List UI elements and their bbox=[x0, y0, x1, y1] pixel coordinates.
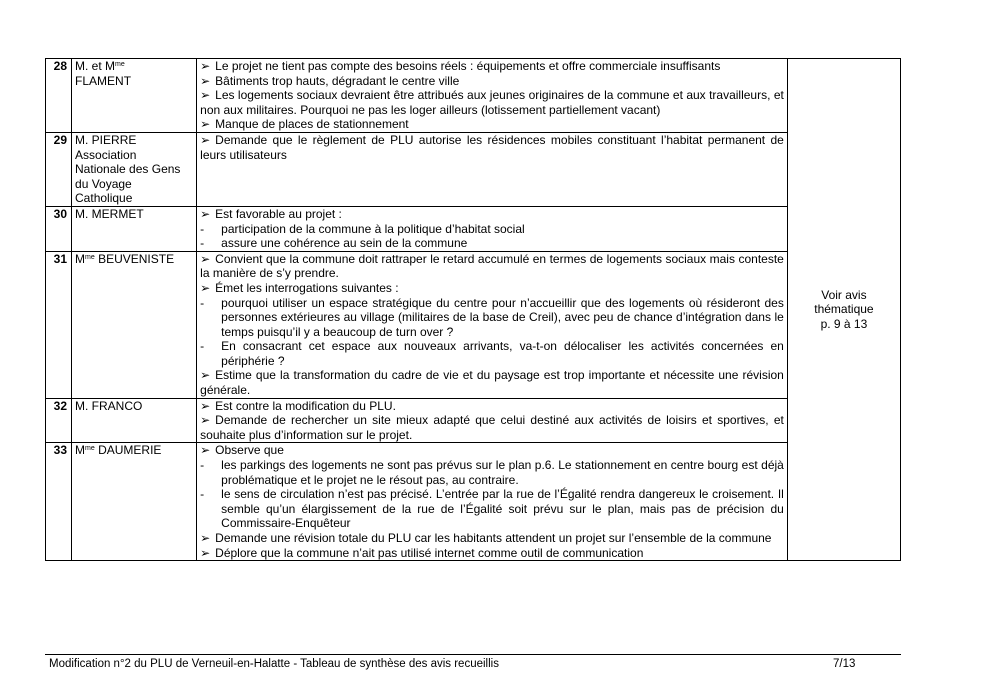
arrow-bullet-item bbox=[200, 207, 784, 222]
arrow-bullet-icon: ➢ bbox=[200, 117, 211, 132]
arrow-bullet-item bbox=[200, 252, 784, 281]
observation-text: Demande que le règlement de PLU autorise les résidences mobiles constituant l’habitat permanent de leurs utilisateurs bbox=[200, 132, 784, 162]
table-row bbox=[46, 443, 901, 561]
observation-text: les parkings des logements ne sont pas prévus sur le plan p.6. Le stationnement en centre bourg est déjà problématique et le projet ne le résout pas, au contraire. bbox=[221, 458, 784, 487]
name-line bbox=[75, 148, 193, 163]
arrow-bullet-icon: ➢ bbox=[200, 73, 211, 88]
dash-item bbox=[200, 296, 784, 340]
name-text: M. MERMET bbox=[75, 206, 144, 221]
arrow-bullet-item bbox=[200, 413, 784, 442]
observation-text: Demande de rechercher un site mieux adapté que celui destiné aux activités de loisirs et sportives, et souhaite plus d’information sur le projet. bbox=[200, 413, 784, 442]
name-text: M. et M bbox=[75, 59, 116, 73]
name-text: M. FRANCO bbox=[75, 398, 143, 413]
name-line bbox=[75, 74, 193, 89]
arrow-bullet-icon: ➢ bbox=[200, 443, 211, 458]
arrow-bullet-item bbox=[200, 531, 784, 546]
observation-text: pourquoi utiliser un espace stratégique du centre pour n’accueillir que des logements où résideront des personnes extérieures au village (militaires de la base de Creil), avec peu de chance d’intégration dans le temps puisqu’il y a beaucoup de turn over ? bbox=[221, 295, 784, 339]
avis-reference-line: thématique bbox=[814, 302, 874, 317]
name-text: DAUMERIE bbox=[94, 443, 162, 458]
avis-reference-line: Voir avis bbox=[821, 287, 867, 302]
observation-text: Est contre la modification du PLU. bbox=[215, 398, 396, 413]
name-line bbox=[75, 59, 193, 74]
observation-text: Les logements sociaux devraient être attribués aux jeunes originaires de la commune et aux travailleurs, et non aux militaires. Pourquoi ne pas les loger ailleurs (lotissement partiellement vacant) bbox=[200, 88, 784, 117]
arrow-bullet-item bbox=[200, 281, 784, 296]
arrow-bullet-icon: ➢ bbox=[200, 132, 211, 147]
dash-item bbox=[200, 222, 784, 237]
name-text: Nationale des Gens bbox=[75, 162, 181, 177]
dash-item bbox=[200, 236, 784, 251]
arrow-bullet-icon: ➢ bbox=[200, 59, 211, 73]
observation-text: Demande une révision totale du PLU car les habitants attendent un projet sur l’ensemble de la commune bbox=[215, 531, 772, 545]
row-number: 29 bbox=[46, 132, 72, 206]
observation-text: le sens de circulation n’est pas précisé. L’entrée par la rue de l’Égalité rendra dangereux le croisement. Il semble qu’un élargissement de la rue de l’Égalité soit prévu sur le plan, mais pas de précision du Commissaire-Enquêteur bbox=[221, 487, 784, 531]
arrow-bullet-icon: ➢ bbox=[200, 251, 211, 266]
observation-text: Convient que la commune doit rattraper le retard accumulé en termes de logements sociaux mais conteste la manière de s’y prendre. bbox=[200, 251, 784, 281]
observation-text: Est favorable au projet : bbox=[215, 206, 342, 221]
table-row bbox=[46, 206, 901, 251]
footer-title: Modification n°2 du PLU de Verneuil-en-Halatte - Tableau de synthèse des avis recueillis bbox=[49, 658, 499, 670]
row-number: 30 bbox=[46, 206, 72, 251]
contributor-name bbox=[72, 206, 197, 251]
contributor-name bbox=[72, 443, 197, 561]
dash-bullet-icon: - bbox=[200, 221, 205, 236]
dash-bullet-icon: - bbox=[200, 236, 205, 251]
name-text: Association bbox=[75, 147, 137, 162]
avis-reference-cell bbox=[787, 59, 900, 561]
table-row bbox=[46, 59, 901, 133]
dash-bullet-icon: - bbox=[200, 458, 205, 473]
observation-text: En consacrant cet espace aux nouveaux arrivants, va-t-on délocaliser les activités concernées en périphérie ? bbox=[221, 339, 784, 368]
arrow-bullet-item bbox=[200, 546, 784, 561]
arrow-bullet-item bbox=[200, 133, 784, 162]
name-line bbox=[75, 443, 193, 458]
arrow-bullet-icon: ➢ bbox=[200, 398, 211, 413]
name-text: M. PIERRE bbox=[75, 132, 137, 147]
arrow-bullet-item bbox=[200, 88, 784, 117]
name-line bbox=[75, 162, 193, 177]
dash-bullet-icon: - bbox=[200, 339, 205, 354]
name-text: M bbox=[75, 443, 86, 458]
observation-text: Manque de places de stationnement bbox=[215, 117, 409, 132]
observation-cell bbox=[197, 443, 788, 561]
observation-text: Estime que la transformation du cadre de vie et du paysage est trop importante et nécessite une révision générale. bbox=[200, 368, 784, 398]
observation-text: participation de la commune à la politique d’habitat social bbox=[221, 221, 525, 236]
contributor-name bbox=[72, 132, 197, 206]
row-number: 33 bbox=[46, 443, 72, 561]
dash-bullet-icon: - bbox=[200, 487, 205, 502]
observation-text: Bâtiments trop hauts, dégradant le centre ville bbox=[215, 73, 460, 88]
avis-reference-line: p. 9 à 13 bbox=[820, 316, 868, 331]
dash-item bbox=[200, 339, 784, 368]
arrow-bullet-item bbox=[200, 399, 784, 414]
name-line bbox=[75, 191, 193, 206]
arrow-bullet-icon: ➢ bbox=[200, 545, 211, 560]
row-number: 32 bbox=[46, 398, 72, 443]
arrow-bullet-icon: ➢ bbox=[200, 413, 211, 428]
table-row bbox=[46, 398, 901, 443]
arrow-bullet-icon: ➢ bbox=[200, 88, 211, 103]
name-superscript: me bbox=[85, 253, 95, 261]
arrow-bullet-icon: ➢ bbox=[200, 206, 211, 221]
observation-text: Émet les interrogations suivantes : bbox=[215, 280, 399, 295]
arrow-bullet-icon: ➢ bbox=[200, 368, 211, 383]
observation-text: Déplore que la commune n’ait pas utilisé internet comme outil de communication bbox=[215, 545, 644, 560]
name-superscript: me bbox=[115, 61, 125, 68]
avis-table bbox=[45, 58, 901, 561]
page-footer bbox=[45, 654, 901, 670]
name-line bbox=[75, 177, 193, 192]
observation-text: Le projet ne tient pas compte des besoins réels : équipements et offre commerciale insuffisants bbox=[215, 59, 721, 73]
name-superscript: me bbox=[85, 445, 95, 453]
name-text: Catholique bbox=[75, 191, 133, 206]
name-text: BEUVENISTE bbox=[94, 251, 175, 266]
arrow-bullet-item bbox=[200, 368, 784, 397]
observation-cell bbox=[197, 398, 788, 443]
observation-cell bbox=[197, 59, 788, 133]
contributor-name bbox=[72, 59, 197, 133]
dash-item bbox=[200, 487, 784, 531]
name-line bbox=[75, 207, 193, 222]
row-number: 31 bbox=[46, 251, 72, 398]
contributor-name bbox=[72, 251, 197, 398]
arrow-bullet-icon: ➢ bbox=[200, 280, 211, 295]
dash-bullet-icon: - bbox=[200, 295, 205, 310]
table-row bbox=[46, 251, 901, 398]
name-text: du Voyage bbox=[75, 176, 132, 191]
name-text: M bbox=[75, 251, 86, 266]
arrow-bullet-item bbox=[200, 443, 784, 458]
row-number: 28 bbox=[46, 59, 72, 133]
observation-text: assure une cohérence au sein de la commune bbox=[221, 236, 468, 251]
name-line bbox=[75, 133, 193, 148]
page-number: 7/13 bbox=[833, 658, 856, 670]
arrow-bullet-item bbox=[200, 117, 784, 132]
name-text: FLAMENT bbox=[75, 73, 132, 88]
arrow-bullet-item bbox=[200, 59, 784, 74]
name-line bbox=[75, 399, 193, 414]
observation-cell bbox=[197, 206, 788, 251]
dash-item bbox=[200, 458, 784, 487]
observation-cell bbox=[197, 251, 788, 398]
observation-text: Observe que bbox=[215, 443, 284, 458]
arrow-bullet-icon: ➢ bbox=[200, 531, 211, 545]
observation-cell bbox=[197, 132, 788, 206]
name-line bbox=[75, 252, 193, 267]
arrow-bullet-item bbox=[200, 74, 784, 89]
contributor-name bbox=[72, 398, 197, 443]
table-row bbox=[46, 132, 901, 206]
